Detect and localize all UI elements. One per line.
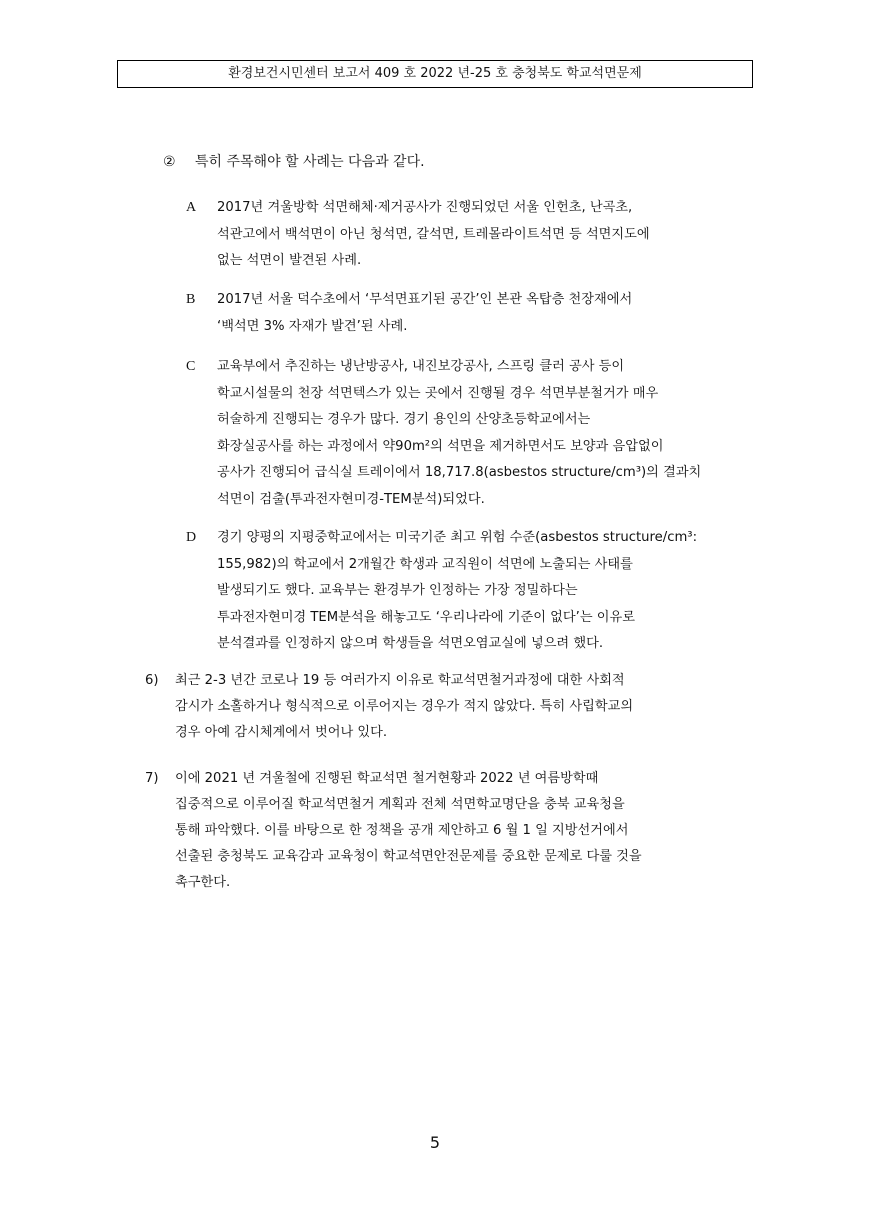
case-a <box>186 195 766 275</box>
item-number: 7) <box>145 771 159 786</box>
item-6 <box>145 668 765 746</box>
item-line: 최근 2-3 년간 코로나 19 등 여러가지 이유로 학교석면철거과정에 대한 사회적 <box>175 673 625 688</box>
case-line: 석면이 검출(투과전자현미경-TEM분석)되었다. <box>217 491 485 507</box>
case-line: 공사가 진행되어 급식실 트레이에서 18,717.8(asbestos structure/cm³)의 결과치 <box>217 465 702 480</box>
item-number: 6) <box>145 673 159 688</box>
case-letter: B <box>186 292 196 307</box>
case-line: 155,982)의 학교에서 2개월간 학생과 교직원이 석면에 노출되는 사태를 <box>217 556 633 572</box>
case-line: 허술하게 진행되는 경우가 많다. 경기 용인의 산양초등학교에서는 <box>217 412 591 427</box>
intro-text: 특히 주목해야 할 사례는 다음과 같다. <box>195 154 425 170</box>
case-line: 2017년 겨울방학 석면해체·제거공사가 진행되었던 서울 인헌초, 난곡초, <box>217 200 633 215</box>
report-header-title: 환경보건시민센터 보고서 409 호 2022 년-25 호 충청북도 학교석면문제 <box>228 66 642 81</box>
case-letter: D <box>186 530 197 545</box>
case-letter: C <box>186 359 196 374</box>
case-line: 분석결과를 인정하지 않으며 학생들을 석면오염교실에 넣으려 했다. <box>217 636 604 651</box>
case-line: ‘백석면 3% 자재가 발견’된 사례. <box>217 318 408 334</box>
item-line: 촉구한다. <box>175 875 231 890</box>
page-number: 5 <box>429 1133 441 1152</box>
case-letter: A <box>186 200 197 215</box>
case-d <box>186 525 766 658</box>
case-line: 2017년 서울 덕수초에서 ‘무석면표기된 공간’인 본관 옥탑층 천장재에서 <box>217 292 633 307</box>
case-line: 학교시설물의 천장 석면텍스가 있는 곳에서 진행될 경우 석면부분철거가 매우 <box>217 385 659 401</box>
case-line: 화장실공사를 하는 과정에서 약90m²의 석면을 제거하면서도 보양과 음압없이 <box>217 438 664 454</box>
item-line: 집중적으로 이루어질 학교석면철거 계획과 전체 석면학교명단을 충북 교육청을 <box>175 797 625 812</box>
item-line: 경우 아예 감시체계에서 벗어나 있다. <box>175 725 388 740</box>
item-line: 통해 파악했다. 이를 바탕으로 한 정책을 공개 제안하고 6 월 1 일 지방선거에서 <box>175 823 629 838</box>
report-header <box>117 60 753 88</box>
intro-line <box>163 150 763 174</box>
case-line: 투과전자현미경 TEM분석을 해놓고도 ‘우리나라에 기준이 없다’는 이유로 <box>217 609 635 625</box>
item-line: 선출된 충청북도 교육감과 교육청이 학교석면안전문제를 중요한 문제로 다룰 것을 <box>175 849 642 864</box>
item-line: 감시가 소홀하거나 형식적으로 이루어지는 경우가 적지 않았다. 특히 사립학교의 <box>175 699 634 714</box>
case-b <box>186 287 766 340</box>
case-line: 발생되기도 했다. 교육부는 환경부가 인정하는 가장 정밀하다는 <box>217 583 578 598</box>
case-line: 없는 석면이 발견된 사례. <box>217 253 362 268</box>
case-c <box>186 354 766 513</box>
case-line: 교육부에서 추진하는 냉난방공사, 내진보강공사, 스프링 클러 공사 등이 <box>217 359 625 374</box>
intro-marker: ② <box>163 154 176 170</box>
item-line: 이에 2021 년 겨울철에 진행된 학교석면 철거현황과 2022 년 여름방학때 <box>175 771 599 786</box>
item-7 <box>145 766 765 896</box>
case-line: 석관고에서 백석면이 아닌 청석면, 갈석면, 트레몰라이트석면 등 석면지도에 <box>217 226 650 242</box>
case-line: 경기 양평의 지평중학교에서는 미국기준 최고 위험 수준(asbestos structure/cm³: <box>217 530 698 545</box>
